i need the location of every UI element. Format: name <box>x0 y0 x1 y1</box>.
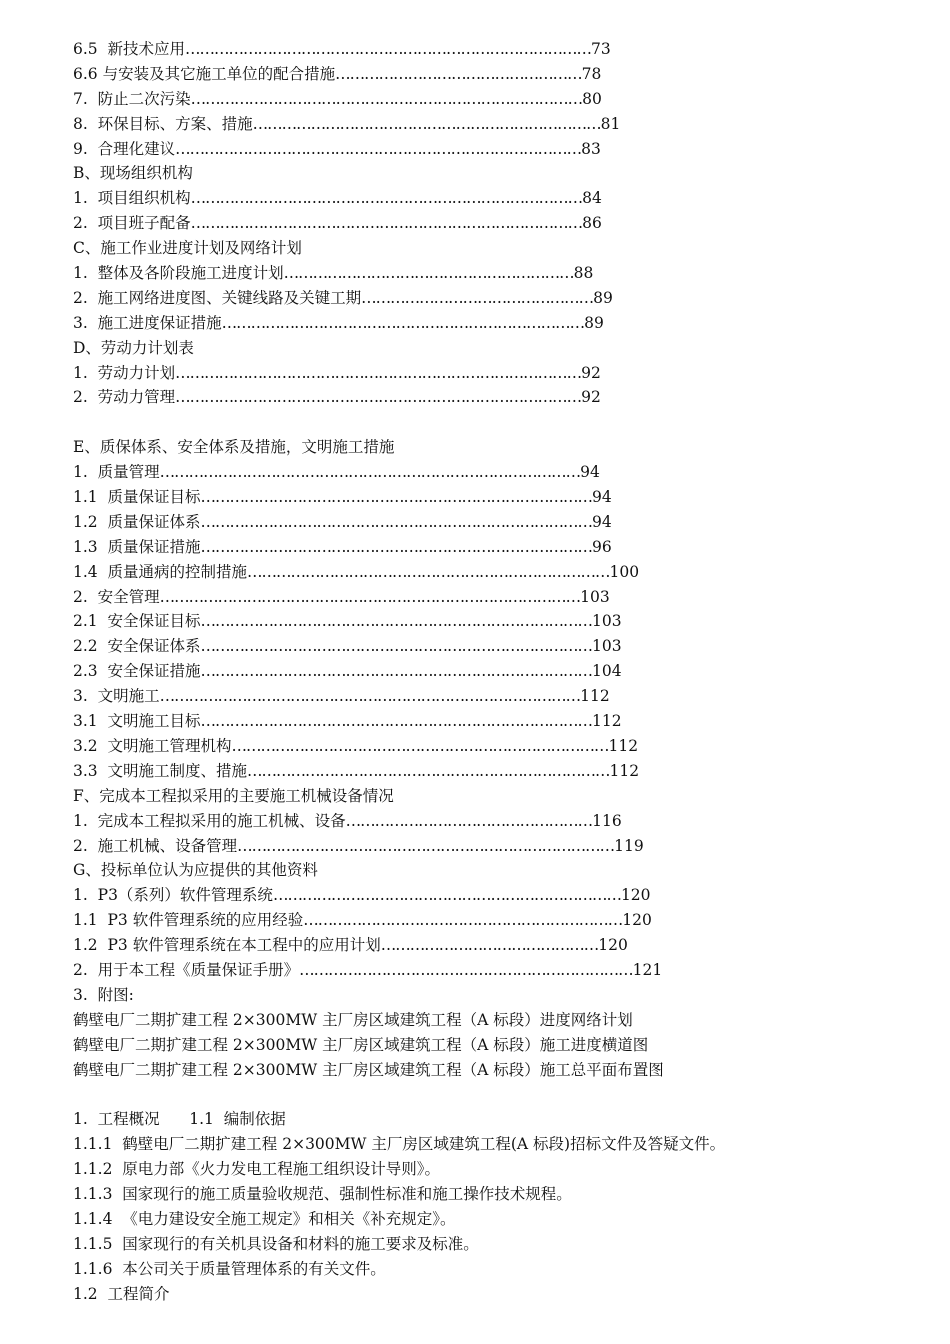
toc-leader-dots: ……………………………………………………………………… <box>200 712 593 731</box>
toc-entry <box>73 958 893 983</box>
toc-page-number: 112 <box>609 761 640 780</box>
toc-entry-label: 2.3 安全保证措施 <box>73 662 201 681</box>
toc-entry-label: 1. 项目组织机构 <box>73 189 191 208</box>
toc-page-number: 120 <box>622 911 652 930</box>
toc-entry-label: 2. 施工机械、设备管理 <box>73 836 238 855</box>
toc-leader-dots: ……………………………………………………………………… <box>190 189 583 208</box>
toc-leader-dots: …………………………………………… <box>345 811 593 830</box>
toc-entry <box>73 37 893 62</box>
toc-entry-label: 9. 合理化建议 <box>73 139 176 158</box>
toc-page-number: 112 <box>608 736 639 755</box>
toc-page-number: 103 <box>592 637 622 656</box>
table-of-contents-part-2 <box>73 435 893 1082</box>
toc-leader-dots: ……………………………………………………………………… <box>200 488 593 507</box>
body-paragraph: 1.1.1 鹤壁电厂二期扩建工程 2×300MW 主厂房区域建筑工程(A 标段)招标文件及答疑文件。 <box>73 1135 726 1154</box>
toc-leader-dots: ……………………………………………………………………… <box>200 637 593 656</box>
toc-entry-label: 2.2 安全保证体系 <box>73 637 201 656</box>
toc-entry <box>73 560 893 585</box>
toc-entry <box>73 186 893 211</box>
toc-entry-label: 3.2 文明施工管理机构 <box>73 736 232 755</box>
toc-leader-dots: ………………………………………………………………………… <box>175 139 582 158</box>
toc-entry <box>73 286 893 311</box>
toc-entry <box>73 659 893 684</box>
toc-entry-label: 1.1 P3 软件管理系统的应用经验 <box>73 911 304 930</box>
toc-page-number: 103 <box>580 587 610 606</box>
toc-page-number: 94 <box>592 488 612 507</box>
toc-heading: 鹤壁电厂二期扩建工程 2×300MW 主厂房区域建筑工程（A 标段）进度网络计划 <box>73 1010 633 1029</box>
toc-entry <box>73 908 893 933</box>
toc-page-number: 112 <box>580 687 610 706</box>
toc-entry-label: 1. 整体及各阶段施工进度计划 <box>73 264 284 283</box>
toc-page-number: 120 <box>620 886 651 905</box>
toc-leader-dots: …………………………………………………………………… <box>237 836 615 855</box>
toc-page-number: 119 <box>614 836 644 855</box>
toc-page-number: 116 <box>592 811 622 830</box>
toc-entry <box>73 385 893 410</box>
toc-entry-label: 6.6 与安装及其它施工单位的配合措施 <box>73 64 336 83</box>
toc-leader-dots: ………………………………………………………………… <box>247 562 610 581</box>
toc-entry-label: 7. 防止二次污染 <box>73 89 191 108</box>
toc-page-number: 100 <box>609 562 640 581</box>
toc-entry-label: 3. 施工进度保证措施 <box>73 313 222 332</box>
toc-entry <box>73 585 893 610</box>
body-paragraph: 1.1.2 原电力部《火力发电工程施工组织设计导则》。 <box>73 1160 441 1179</box>
body-paragraph: 1.1.3 国家现行的施工质量验收规范、强制性标准和施工操作技术规程。 <box>73 1184 572 1203</box>
toc-leader-dots: ……………………………………………………………………… <box>200 612 593 631</box>
toc-entry <box>73 709 893 734</box>
toc-entry-label: 1. 质量管理 <box>73 463 160 482</box>
toc-page-number: 103 <box>592 612 622 631</box>
toc-entry-label: 3. 文明施工 <box>73 687 160 706</box>
toc-entry <box>73 261 893 286</box>
toc-page-number: 94 <box>592 512 612 531</box>
body-paragraph: 1.1.4 《电力建设安全施工规定》和相关《补充规定》。 <box>73 1209 456 1228</box>
toc-entry-label: 1. P3（系列）软件管理系统 <box>73 886 273 905</box>
toc-entry <box>73 361 893 386</box>
toc-leader-dots: …………………………………………………………………… <box>231 736 609 755</box>
toc-heading: 3. 附图: <box>73 985 134 1004</box>
toc-leader-dots: …………………………………………………………………………… <box>159 687 581 706</box>
toc-leader-dots: ………………………………………………………………………… <box>175 363 582 382</box>
toc-leader-dots: ………………………………………………………… <box>303 911 623 930</box>
toc-entry-label: 2. 用于本工程《质量保证手册》 <box>73 960 300 979</box>
toc-entry-label: 2. 项目班子配备 <box>73 214 191 233</box>
toc-page-number: 104 <box>592 662 622 681</box>
toc-page-number: 121 <box>632 960 663 979</box>
toc-heading: B、现场组织机构 <box>73 164 193 183</box>
toc-leader-dots: ……………………………………………………………………… <box>200 537 593 556</box>
toc-entry-label: 2. 劳动力管理 <box>73 388 176 407</box>
toc-entry <box>73 485 893 510</box>
body-text <box>73 1107 893 1306</box>
toc-page-number: 83 <box>581 139 601 158</box>
toc-heading: D、劳动力计划表 <box>73 338 194 357</box>
toc-entry <box>73 87 893 112</box>
toc-leader-dots: ……………………………………………………………………… <box>190 214 583 233</box>
toc-leader-dots: ……………………………………… <box>380 936 599 955</box>
toc-entry-label: 1.2 质量保证体系 <box>73 512 201 531</box>
toc-leader-dots: …………………………………………………………………………… <box>159 587 581 606</box>
toc-entry-label: 2. 施工网络进度图、关键线路及关键工期 <box>73 288 362 307</box>
toc-leader-dots: …………………………………………………………… <box>299 960 633 979</box>
toc-page-number: 120 <box>598 936 628 955</box>
toc-leader-dots: ……………………………………………………………… <box>272 886 621 905</box>
toc-entry-label: 3.1 文明施工目标 <box>73 712 201 731</box>
toc-entry <box>73 112 893 137</box>
toc-entry <box>73 883 893 908</box>
toc-entry-label: 1.2 P3 软件管理系统在本工程中的应用计划 <box>73 936 381 955</box>
toc-entry <box>73 460 893 485</box>
toc-entry <box>73 834 893 859</box>
toc-entry <box>73 311 893 336</box>
toc-leader-dots: ………………………………………………………………… <box>247 761 610 780</box>
toc-heading: E、质保体系、安全体系及措施，文明施工措施 <box>73 438 395 457</box>
toc-page-number: 86 <box>582 214 602 233</box>
toc-leader-dots: ………………………………………………………………………… <box>185 40 592 58</box>
toc-page-number: 96 <box>592 537 612 556</box>
toc-entry-label: 8. 环保目标、方案、措施 <box>73 114 253 133</box>
blank-line <box>73 1082 893 1107</box>
toc-leader-dots: …………………………………………… <box>335 64 582 83</box>
toc-entry-label: 1.1 质量保证目标 <box>73 488 201 507</box>
toc-leader-dots: …………………………………………………… <box>283 264 574 283</box>
toc-page-number: 112 <box>592 712 622 731</box>
toc-page-number: 88 <box>573 264 594 283</box>
toc-entry <box>73 62 893 87</box>
toc-entry-label: 1. 劳动力计划 <box>73 363 176 382</box>
toc-entry <box>73 759 893 784</box>
toc-page-number: 84 <box>582 189 602 208</box>
toc-page-number: 80 <box>582 89 602 108</box>
toc-entry <box>73 137 893 162</box>
toc-leader-dots: ……………………………………………………………………… <box>190 89 583 108</box>
toc-leader-dots: …………………………………………………………………………… <box>159 463 581 482</box>
toc-page-number: 89 <box>584 313 604 332</box>
toc-leader-dots: ……………………………………………………………………… <box>200 662 593 681</box>
toc-entry <box>73 634 893 659</box>
body-paragraph: 1.2 工程简介 <box>73 1284 170 1303</box>
toc-entry-label: 3.3 文明施工制度、措施 <box>73 761 248 780</box>
body-paragraph: 1.1.5 国家现行的有关机具设备和材料的施工要求及标准。 <box>73 1234 479 1253</box>
toc-entry <box>73 684 893 709</box>
toc-entry <box>73 535 893 560</box>
toc-heading: 鹤壁电厂二期扩建工程 2×300MW 主厂房区域建筑工程（A 标段）施工进度横道图 <box>73 1035 649 1054</box>
toc-page-number: 81 <box>600 114 621 133</box>
blank-line <box>73 410 893 435</box>
toc-entry-label: 1.3 质量保证措施 <box>73 537 201 556</box>
toc-entry <box>73 211 893 236</box>
toc-entry <box>73 609 893 634</box>
toc-heading: 鹤壁电厂二期扩建工程 2×300MW 主厂房区域建筑工程（A 标段）施工总平面布置图 <box>73 1060 664 1079</box>
toc-heading: G、投标单位认为应提供的其他资料 <box>73 861 318 880</box>
toc-heading: F、完成本工程拟采用的主要施工机械设备情况 <box>73 786 394 805</box>
toc-entry-label: 2. 安全管理 <box>73 587 160 606</box>
toc-entry-label: 6.5 新技术应用 <box>73 40 186 58</box>
document-page <box>73 37 893 1306</box>
toc-page-number: 94 <box>580 463 600 482</box>
toc-leader-dots: ……………………………………………………………………… <box>200 512 593 531</box>
toc-leader-dots: ……………………………………………………………… <box>252 114 601 133</box>
toc-entry <box>73 510 893 535</box>
toc-heading: C、施工作业进度计划及网络计划 <box>73 239 302 258</box>
toc-entry <box>73 933 893 958</box>
toc-leader-dots: ………………………………………… <box>361 288 594 307</box>
table-of-contents-part-1 <box>73 37 893 410</box>
toc-entry-label: 1. 完成本工程拟采用的施工机械、设备 <box>73 811 346 830</box>
toc-entry <box>73 809 893 834</box>
toc-page-number: 73 <box>591 40 611 58</box>
toc-page-number: 78 <box>581 64 602 83</box>
toc-entry <box>73 734 893 759</box>
toc-entry-label: 2.1 安全保证目标 <box>73 612 201 631</box>
toc-page-number: 92 <box>581 388 601 407</box>
body-paragraph: 1.1.6 本公司关于质量管理体系的有关文件。 <box>73 1259 386 1278</box>
toc-leader-dots: ………………………………………………………………… <box>221 313 585 332</box>
toc-entry-label: 1.4 质量通病的控制措施 <box>73 562 248 581</box>
toc-leader-dots: ………………………………………………………………………… <box>175 388 582 407</box>
toc-page-number: 89 <box>593 288 613 307</box>
body-paragraph: 1. 工程概况 1.1 编制依据 <box>73 1110 286 1129</box>
toc-page-number: 92 <box>581 363 601 382</box>
